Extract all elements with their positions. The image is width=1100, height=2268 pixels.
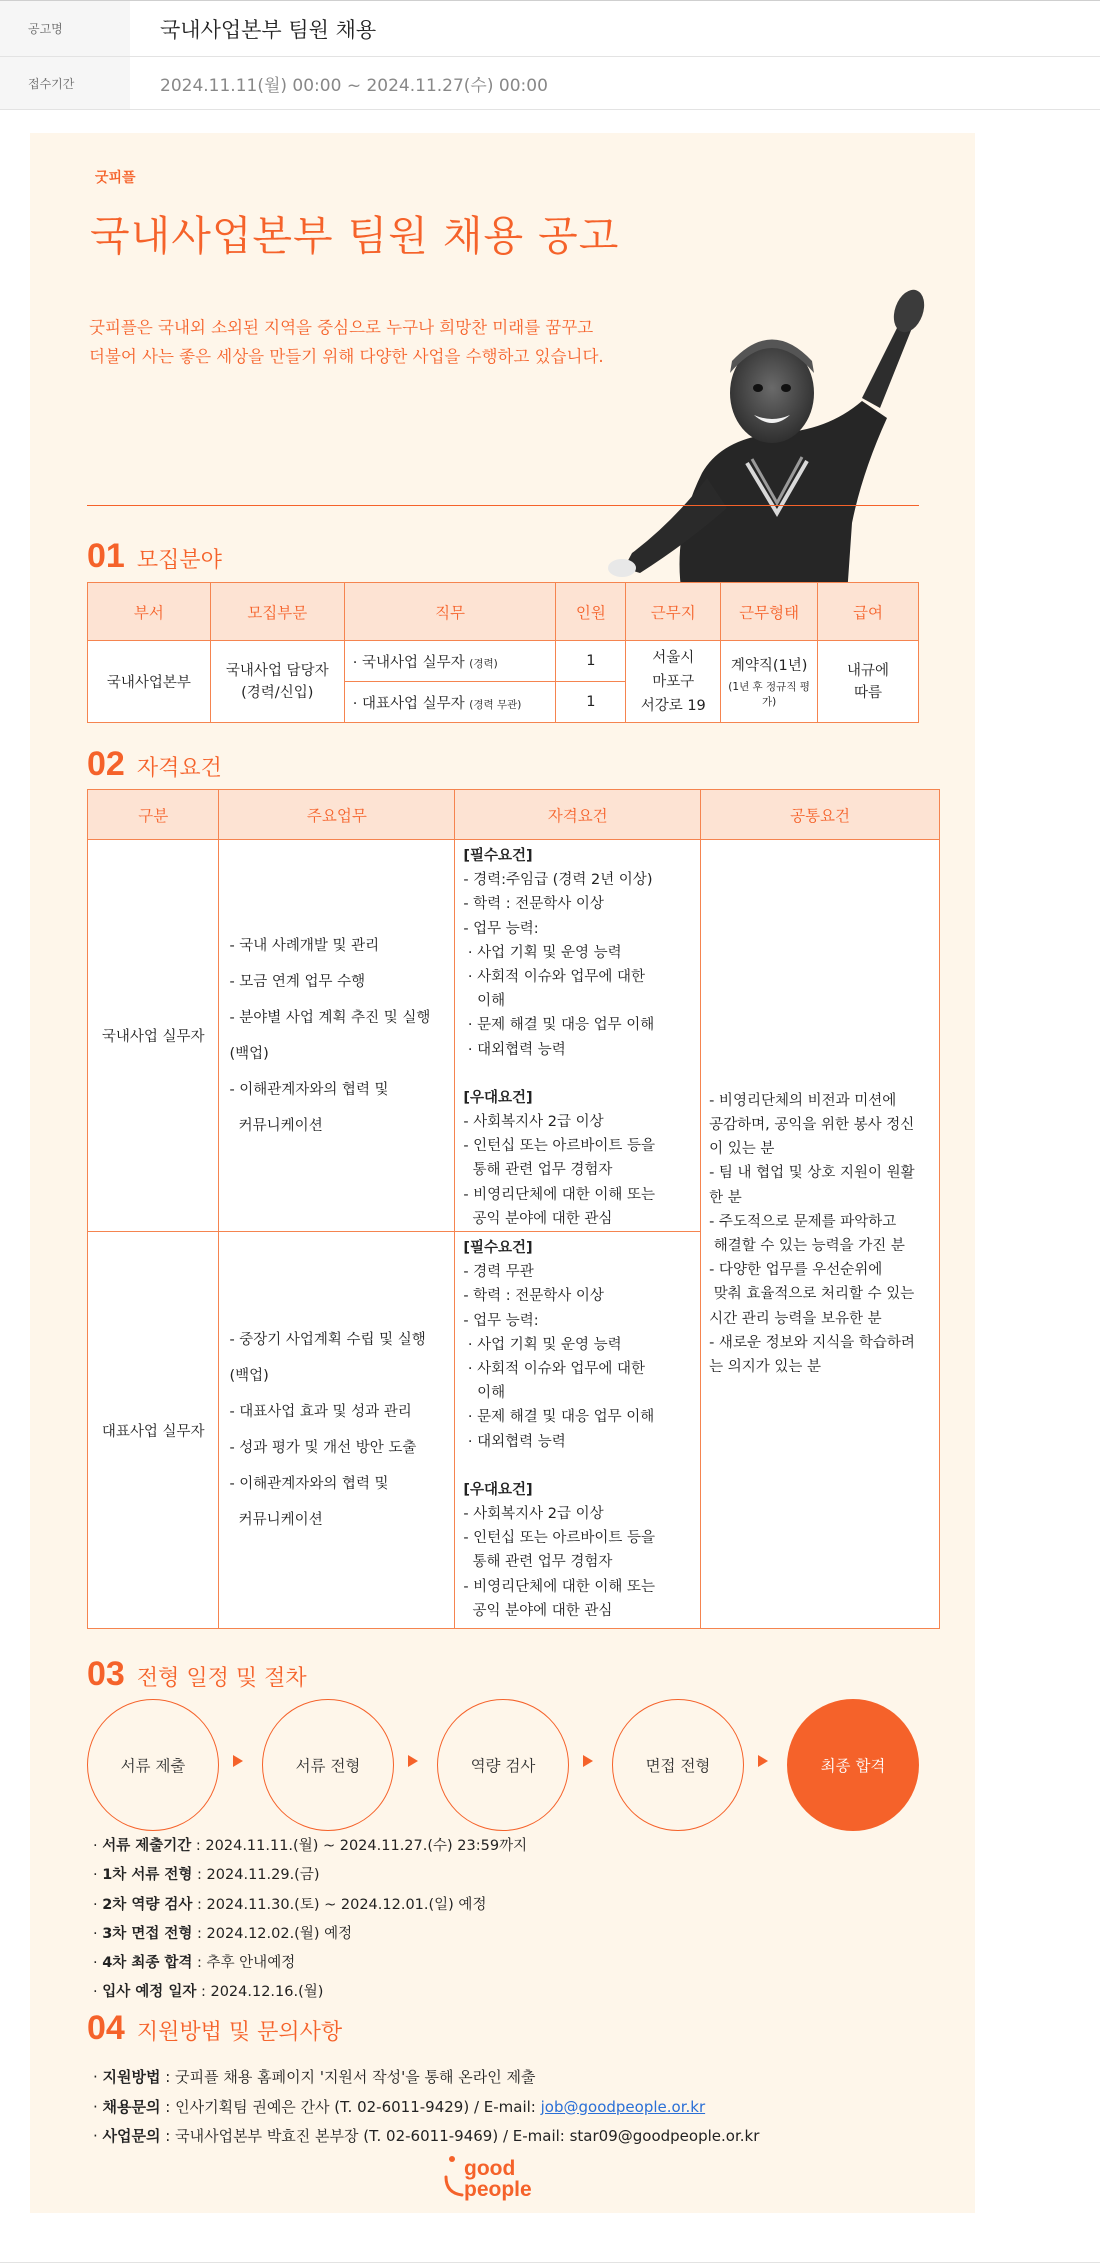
- intro-line-1: 굿피플은 국내외 소외된 지역을 중심으로 누구나 희망찬 미래를 꿈꾸고: [89, 318, 594, 337]
- schedule-value: : 추후 안내예정: [192, 1955, 296, 1972]
- goodpeople-logo: [442, 2153, 562, 2201]
- role-name-cell: 대표사업 실무자: [88, 1232, 219, 1629]
- schedule-value: : 2024.12.16.(월): [196, 1984, 324, 2001]
- header-cell: 근무지: [626, 583, 721, 641]
- posting-title-row: [0, 1, 1100, 57]
- section-02-title: [87, 745, 222, 784]
- common-cell: [701, 840, 940, 1629]
- header-divider: [87, 505, 919, 506]
- arrow-right-icon: [583, 1755, 593, 1767]
- duty-list: - 중장기 사업계획 수립 및 실행 (백업) - 대표사업 효과 및 성과 관리 - 성과 평가 및 개선 방안 도출 - 이해관계자와의 협력 및 커뮤니케이션: [229, 1332, 426, 1529]
- biz-value: : 국내사업본부 박효진 본부장 (T. 02-6011-9469) / E-mail: star09@goodpeople.or.kr: [160, 2127, 760, 2145]
- hire-contact: · 채용문의 : 인사기획팀 권예은 간사 (T. 02-6011-9429) / E-mail: job@goodpeople.or.kr: [93, 2097, 706, 2116]
- schedule-value: : 2024.11.11.(월) ~ 2024.11.27.(수) 23:59까지: [191, 1838, 528, 1854]
- pay-text: 내규에 따름: [847, 662, 890, 701]
- schedule-value: : 2024.12.02.(월) 예정: [192, 1925, 353, 1942]
- section-number: 01: [87, 537, 125, 575]
- process-flow: [87, 1699, 927, 1831]
- schedule-value: : 2024.11.29.(금): [192, 1867, 320, 1884]
- recruitment-field-table: [87, 582, 919, 723]
- type-note: (1년 후 정규직 평가): [728, 681, 810, 708]
- preferred-list: - 사회복지사 2급 이상 - 인턴십 또는 아르바이트 등을 통해 관련 업무 경험자 - 비영리단체에 대한 이해 또는 공익 분야에 대한 관심: [463, 1506, 656, 1619]
- biz-contact: · 사업문의 : 국내사업본부 박효진 본부장 (T. 02-6011-9469) / E-mail: star09@goodpeople.or.kr: [93, 2127, 760, 2145]
- table-row: [88, 840, 940, 1232]
- step-circle: 서류 전형: [262, 1699, 394, 1831]
- posting-info-table: [0, 0, 1100, 110]
- count-cell: 1: [556, 682, 626, 723]
- schedule-list: [93, 1832, 527, 2008]
- field-cell: [210, 641, 344, 723]
- requirement-cell: [455, 840, 701, 1232]
- schedule-label: 4차 최종 합격: [102, 1955, 193, 1972]
- section-01-title: [87, 537, 222, 576]
- apply-info: [93, 2063, 759, 2152]
- bottom-divider: [0, 2262, 1100, 2263]
- job-cell: [344, 682, 556, 723]
- posting-period-key: 접수기간: [0, 57, 130, 109]
- schedule-label: 서류 제출기간: [102, 1838, 192, 1854]
- step-circle-final: 최종 합격: [787, 1699, 919, 1831]
- qualification-table: [87, 789, 940, 1629]
- header-cell: 구분: [88, 790, 219, 840]
- posting-period: 2024.11.11(월) 00:00 ~ 2024.11.27(수) 00:00: [160, 75, 548, 96]
- role-name-cell: 국내사업 실무자: [88, 840, 219, 1232]
- recruitment-poster: [30, 133, 975, 2213]
- apply-value: : 굿피플 채용 홈페이지 '지원서 작성'을 통해 온라인 제출: [160, 2068, 536, 2086]
- duty-cell: [219, 1232, 455, 1629]
- schedule-item: · 4차 최종 합격 : 추후 안내예정: [93, 1955, 296, 1972]
- schedule-label: 입사 예정 일자: [102, 1984, 197, 2001]
- posting-title: 국내사업본부 팀원 채용: [160, 17, 377, 42]
- section-04-title: [87, 2009, 342, 2048]
- header-cell: 직무: [344, 583, 556, 641]
- schedule-label: 3차 면접 전형: [102, 1925, 193, 1942]
- field-text: 국내사업 담당자 (경력/신입): [225, 662, 329, 701]
- header-cell: 모집부문: [210, 583, 344, 641]
- apply-method: · 지원방법 : 굿피플 채용 홈페이지 '지원서 작성'을 통해 온라인 제출: [93, 2068, 536, 2086]
- job-name: · 국내사업 실무자: [352, 654, 465, 671]
- required-heading: [필수요건]: [463, 1240, 533, 1257]
- preferred-list: - 사회복지사 2급 이상 - 인턴십 또는 아르바이트 등을 통해 관련 업무 경험자 - 비영리단체에 대한 이해 또는 공익 분야에 대한 관심: [463, 1114, 656, 1227]
- common-list: - 비영리단체의 비전과 미션에 공감하며, 공익을 위한 봉사 정신 이 있는 분 - 팀 내 협업 및 상호 지원이 원활 한 분 - 주도적으로 문제를 파악하고 해결할 수 있는 능력을 가진 분 - 다양한 업무를 우선순위에 맞춰 효율적으로 처리할 수 있는 시간 관리 능력을 보유한 분 - 새로운 정보와 지식을 학습하려 는 의지가 있는 분: [709, 1092, 915, 1376]
- section-03-title: [87, 1655, 307, 1694]
- table-row: [88, 641, 919, 682]
- pay-cell: [818, 641, 919, 723]
- hire-label: 채용문의: [102, 2097, 161, 2116]
- section-heading: 지원방법 및 문의사항: [136, 2020, 343, 2045]
- header-cell: 자격요건: [455, 790, 701, 840]
- section-heading: 전형 일정 및 절차: [136, 1666, 307, 1691]
- location-cell: [626, 641, 721, 723]
- hire-value: : 인사기획팀 권예은 간사 (T. 02-6011-9429) / E-mail:: [160, 2097, 541, 2116]
- poster-intro: [89, 313, 604, 371]
- child-photo: [562, 223, 952, 638]
- schedule-label: 2차 역량 검사: [102, 1896, 193, 1913]
- logo-text-good: good: [464, 2157, 516, 2180]
- arrow-right-icon: [233, 1755, 243, 1767]
- section-number: 02: [87, 745, 125, 783]
- location-text: 서울시 마포구 서강로 19: [640, 649, 706, 714]
- job-note: (경력 무관): [469, 698, 522, 711]
- dept-cell: 국내사업본부: [88, 641, 211, 723]
- arrow-right-icon: [758, 1755, 768, 1767]
- schedule-item: · 입사 예정 일자 : 2024.12.16.(월): [93, 1984, 324, 2001]
- requirement-cell: [455, 1232, 701, 1629]
- arrow-right-icon: [408, 1755, 418, 1767]
- hire-email-link[interactable]: job@goodpeople.or.kr: [540, 2097, 706, 2116]
- poster-headline: 국내사업본부 팀원 채용 공고: [90, 212, 620, 260]
- duty-cell: [219, 840, 455, 1232]
- schedule-label: 1차 서류 전형: [102, 1867, 193, 1884]
- job-cell: [344, 641, 556, 682]
- posting-title-key: 공고명: [0, 1, 130, 56]
- duty-list: - 국내 사례개발 및 관리 - 모금 연계 업무 수행 - 분야별 사업 계획 추진 및 실행 (백업) - 이해관계자와의 협력 및 커뮤니케이션: [229, 937, 431, 1134]
- section-number: 04: [87, 2009, 125, 2047]
- required-list: - 경력 무관 - 학력 : 전문학사 이상 - 업무 능력: · 사업 기획 및 운영 능력 · 사회적 이슈와 업무에 대한 이해 · 문제 해결 및 대응 업무 이해 · 대외협력 능력: [463, 1264, 655, 1450]
- required-list: - 경력:주임급 (경력 2년 이상) - 학력 : 전문학사 이상 - 업무 능력: · 사업 기획 및 운영 능력 · 사회적 이슈와 업무에 대한 이해 · 문제 해결 및 대응 업무 이해 · 대외협력 능력: [463, 872, 655, 1058]
- section-heading: 자격요건: [136, 756, 222, 781]
- apply-label: 지원방법: [102, 2068, 161, 2086]
- type-text: 계약직(1년): [730, 658, 808, 674]
- step-circle: 서류 제출: [87, 1699, 219, 1831]
- table-header-row: [88, 790, 940, 840]
- table-header-row: [88, 583, 919, 641]
- count-cell: 1: [556, 641, 626, 682]
- schedule-item: · 3차 면접 전형 : 2024.12.02.(월) 예정: [93, 1925, 353, 1942]
- job-name: · 대표사업 실무자: [352, 695, 465, 712]
- posting-period-row: [0, 57, 1100, 110]
- schedule-item: · 서류 제출기간 : 2024.11.11.(월) ~ 2024.11.27.(수) 23:59까지: [93, 1838, 528, 1854]
- step-circle: 역량 검사: [437, 1699, 569, 1831]
- intro-line-2: 더불어 사는 좋은 세상을 만들기 위해 다양한 사업을 수행하고 있습니다.: [89, 347, 604, 366]
- required-heading: [필수요건]: [463, 848, 533, 864]
- biz-label: 사업문의: [102, 2127, 161, 2145]
- header-cell: 근무형태: [721, 583, 818, 641]
- schedule-value: : 2024.11.30.(토) ~ 2024.12.01.(일) 예정: [192, 1896, 487, 1913]
- step-circle: 면접 전형: [612, 1699, 744, 1831]
- header-cell: 급여: [818, 583, 919, 641]
- header-cell: 인원: [556, 583, 626, 641]
- preferred-heading: [우대요건]: [463, 1089, 533, 1106]
- type-cell: [721, 641, 818, 723]
- section-heading: 모집분야: [136, 548, 222, 573]
- header-cell: 주요업무: [219, 790, 455, 840]
- preferred-heading: [우대요건]: [463, 1481, 533, 1498]
- schedule-item: · 2차 역량 검사 : 2024.11.30.(토) ~ 2024.12.01.(일) 예정: [93, 1896, 487, 1913]
- schedule-item: · 1차 서류 전형 : 2024.11.29.(금): [93, 1867, 320, 1884]
- section-number: 03: [87, 1655, 125, 1693]
- header-cell: 공통요건: [701, 790, 940, 840]
- logo-text-people: people: [464, 2178, 532, 2201]
- brand-label: 굿피플: [95, 170, 136, 186]
- job-note: (경력): [469, 657, 498, 670]
- header-cell: 부서: [88, 583, 211, 641]
